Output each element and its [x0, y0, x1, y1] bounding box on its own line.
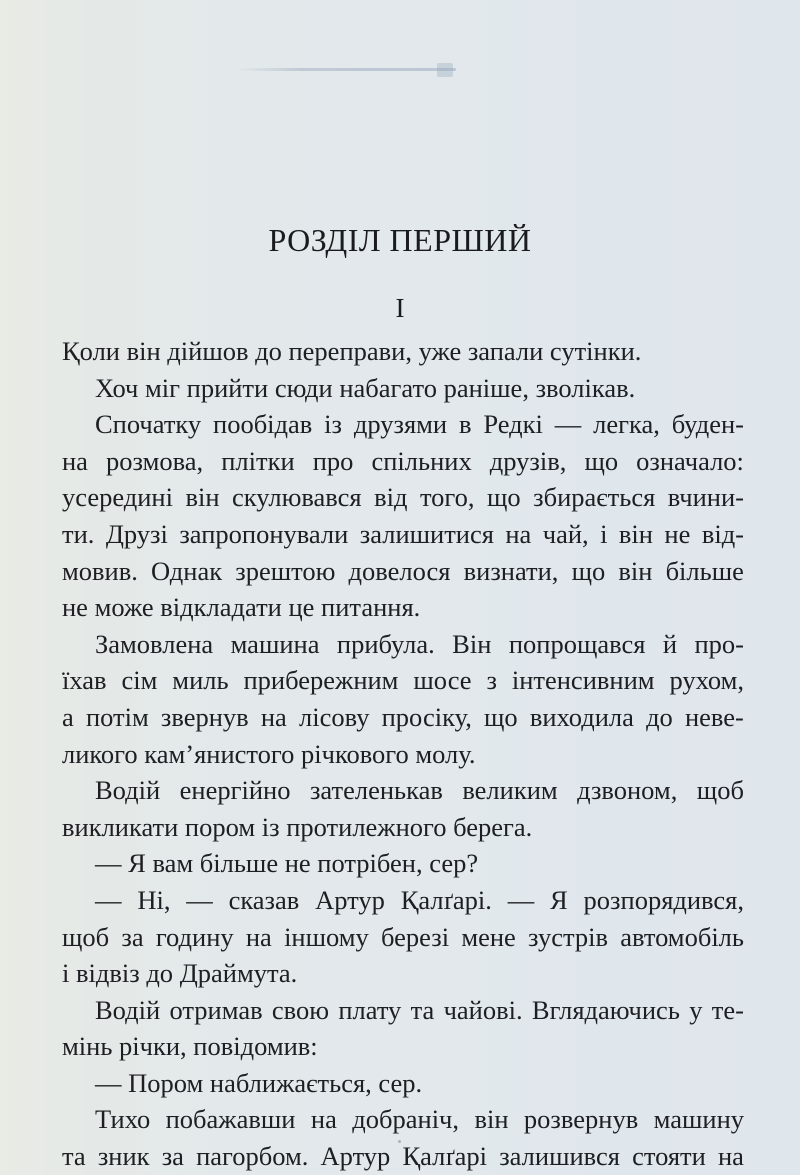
word: може — [94, 592, 154, 623]
word: пором — [184, 811, 256, 842]
word: миль — [172, 665, 229, 696]
word: запропонували — [179, 518, 349, 549]
word: визнати, — [463, 555, 559, 586]
word: рухом, — [669, 665, 744, 696]
text-line — [62, 845, 744, 882]
word: не — [664, 518, 691, 549]
word: берега. — [453, 811, 533, 842]
text-line — [62, 516, 744, 553]
word: він — [185, 482, 220, 513]
text-line — [62, 662, 744, 699]
word: що — [584, 445, 619, 476]
word: залишитися — [359, 518, 494, 549]
text-line — [62, 553, 744, 590]
word: розвернув — [523, 1104, 639, 1135]
word: міг — [145, 372, 181, 403]
word: до — [146, 958, 174, 989]
text-line — [62, 333, 744, 370]
word: переправи, — [288, 336, 412, 366]
word: Ні, — [137, 884, 171, 915]
word: зволікав. — [535, 372, 636, 403]
word: уже — [418, 336, 462, 366]
word: в — [458, 409, 472, 440]
text-line — [62, 589, 744, 626]
word: звернув — [160, 701, 249, 732]
word: їхав — [62, 665, 107, 696]
word: плітки — [221, 445, 295, 476]
word: більше — [199, 848, 279, 879]
word: дзвоном, — [577, 775, 678, 806]
word: плату — [338, 994, 402, 1025]
word: від — [374, 482, 408, 513]
word: чай, — [542, 518, 589, 549]
word: та — [62, 1141, 86, 1172]
word: скулювався — [232, 482, 362, 513]
word: потім — [85, 701, 149, 732]
word: річкового — [301, 738, 409, 769]
word: сім — [121, 665, 158, 696]
word: й — [662, 628, 678, 659]
word: про — [312, 445, 354, 476]
word: мінь — [62, 1031, 113, 1062]
word: відвіз — [76, 958, 140, 989]
text-line — [62, 406, 744, 443]
word: розмова, — [106, 445, 204, 476]
word: до — [255, 336, 282, 366]
word: прибула. — [336, 628, 435, 659]
word: пообідав — [213, 409, 313, 440]
word: Редкі — [483, 409, 543, 440]
word: вам — [152, 848, 194, 879]
word: друзями — [353, 409, 448, 440]
word: Тихо — [95, 1104, 151, 1135]
word: молу. — [415, 738, 476, 769]
word: за — [161, 1141, 184, 1172]
word: питання. — [321, 592, 421, 623]
word: — — [186, 884, 213, 915]
word: сер? — [429, 848, 479, 879]
word: просіку, — [381, 701, 472, 732]
word: довелося — [348, 555, 451, 586]
text-line — [62, 699, 744, 736]
word: та — [410, 994, 435, 1025]
body-text — [62, 333, 744, 1175]
word: щоб — [62, 921, 110, 952]
word: з — [486, 665, 497, 696]
word: чайові. — [443, 994, 523, 1025]
word: на — [310, 1104, 337, 1135]
word: годину — [155, 921, 234, 952]
word: а — [62, 701, 74, 732]
word: спільних — [371, 445, 472, 476]
word: набагато — [339, 372, 437, 403]
text-line — [62, 736, 744, 773]
word: енергійно — [179, 775, 291, 806]
word: Қалґарі. — [400, 884, 492, 915]
word: пагорбом. — [196, 1141, 309, 1172]
word: автомобіль — [620, 921, 744, 952]
word: ликого — [62, 738, 138, 769]
word: вчини- — [667, 482, 744, 513]
word: мовив. — [62, 555, 138, 586]
word: не — [284, 848, 311, 879]
word: зателенькав — [309, 775, 443, 806]
word: усередині — [62, 482, 173, 513]
section-number: I — [395, 293, 405, 323]
word: щоб — [696, 775, 744, 806]
word: виходила — [529, 701, 634, 732]
word: на — [62, 445, 88, 476]
word: річки, — [119, 1031, 187, 1062]
word: Водій — [95, 994, 161, 1025]
word: зник — [97, 1141, 150, 1172]
word: означало: — [636, 445, 744, 476]
word: не — [62, 592, 88, 623]
word: Артур — [320, 1141, 391, 1172]
word: Спочатку — [95, 409, 202, 440]
word: добраніч, — [352, 1104, 460, 1135]
word: на — [505, 518, 532, 549]
word: Артур — [315, 884, 385, 915]
word: від- — [701, 518, 744, 549]
text-line — [62, 626, 744, 663]
text-line — [62, 1101, 744, 1138]
word: березі — [381, 921, 450, 952]
word: про- — [694, 628, 744, 659]
word: Вглядаючись — [531, 994, 680, 1025]
text-line — [62, 992, 744, 1029]
word: до — [646, 701, 673, 732]
word: що — [571, 555, 606, 586]
word: Қалґарі — [402, 1141, 488, 1172]
word: прибережним — [243, 665, 399, 696]
text-line — [62, 479, 744, 516]
word: більше — [665, 555, 744, 586]
word: на — [245, 921, 272, 952]
word: у — [689, 994, 703, 1025]
word: він — [474, 1104, 509, 1135]
word: — — [507, 884, 535, 915]
word: що — [484, 701, 518, 732]
word: на — [717, 1141, 744, 1172]
page-number-bleed-mark — [437, 63, 453, 77]
word: лісову — [298, 701, 370, 732]
text-line — [62, 919, 744, 956]
word: іншому — [284, 921, 369, 952]
word: Драймута. — [179, 958, 298, 989]
word: наближається, — [209, 1067, 372, 1098]
word: Пором — [128, 1067, 204, 1098]
word: раніше, — [443, 372, 529, 403]
word: Замовлена — [95, 628, 214, 659]
word: він — [618, 555, 653, 586]
word: із — [261, 811, 280, 842]
word: машина — [230, 628, 320, 659]
word: свою — [271, 994, 330, 1025]
word: і — [600, 518, 608, 549]
word: великим — [462, 775, 558, 806]
word: і — [62, 958, 70, 989]
word: Однак — [151, 555, 223, 586]
word: повідомив: — [193, 1031, 318, 1062]
word: зрештою — [235, 555, 336, 586]
word: потрібен, — [317, 848, 423, 879]
word: він — [618, 518, 653, 549]
word: неве- — [684, 701, 744, 732]
word: із — [324, 409, 343, 440]
word: — — [95, 1067, 122, 1098]
word: шосе — [413, 665, 472, 696]
word: кам’янистого — [144, 738, 295, 769]
word: Қоли — [62, 336, 120, 366]
word: друзів, — [489, 445, 567, 476]
word: інтенсивним — [511, 665, 655, 696]
word: Хоч — [95, 372, 139, 403]
word: — — [95, 884, 122, 915]
word: запали — [467, 336, 544, 366]
word: збирається — [533, 482, 656, 513]
word: те- — [711, 994, 744, 1025]
word: сюди — [274, 372, 333, 403]
word: Водій — [95, 775, 161, 806]
word: отримав — [169, 994, 263, 1025]
word: — — [95, 848, 122, 879]
word: Друзі — [105, 518, 168, 549]
text-line — [62, 1138, 744, 1175]
text-line — [62, 772, 744, 809]
word: прийти — [186, 372, 269, 403]
word: за — [121, 921, 144, 952]
text-line — [62, 370, 744, 407]
word: залишився — [499, 1141, 620, 1172]
word: попрощався — [508, 628, 646, 659]
word: викликати — [62, 811, 179, 842]
word: Я — [128, 848, 146, 879]
text-line — [62, 1065, 744, 1102]
word: машину — [653, 1104, 744, 1135]
text-line — [62, 955, 744, 992]
word: він — [126, 336, 161, 366]
chapter-title: РОЗДІЛ ПЕРШИЙ — [268, 222, 532, 258]
word: Він — [452, 628, 492, 659]
word: того, — [419, 482, 475, 513]
word: буден- — [671, 409, 744, 440]
text-line — [62, 443, 744, 480]
page-speck — [398, 1140, 401, 1143]
word: сутінки. — [549, 336, 642, 366]
word: дійшов — [167, 336, 249, 366]
word: протилежного — [286, 811, 447, 842]
word: що — [487, 482, 521, 513]
word: розпорядився, — [583, 884, 744, 915]
word: ти. — [62, 518, 95, 549]
word: сер. — [378, 1067, 423, 1098]
word: легка, — [593, 409, 660, 440]
word: відкладати — [160, 592, 282, 623]
running-header-rule — [236, 68, 456, 71]
word: зустрів — [528, 921, 608, 952]
text-line — [62, 882, 744, 919]
word: — — [554, 409, 582, 440]
word: стояти — [632, 1141, 706, 1172]
word: побажавши — [165, 1104, 296, 1135]
text-line — [62, 809, 744, 846]
word: на — [260, 701, 287, 732]
word: сказав — [228, 884, 300, 915]
word: мене — [461, 921, 516, 952]
word: Я — [550, 884, 568, 915]
text-line — [62, 1028, 744, 1065]
word: це — [288, 592, 315, 623]
